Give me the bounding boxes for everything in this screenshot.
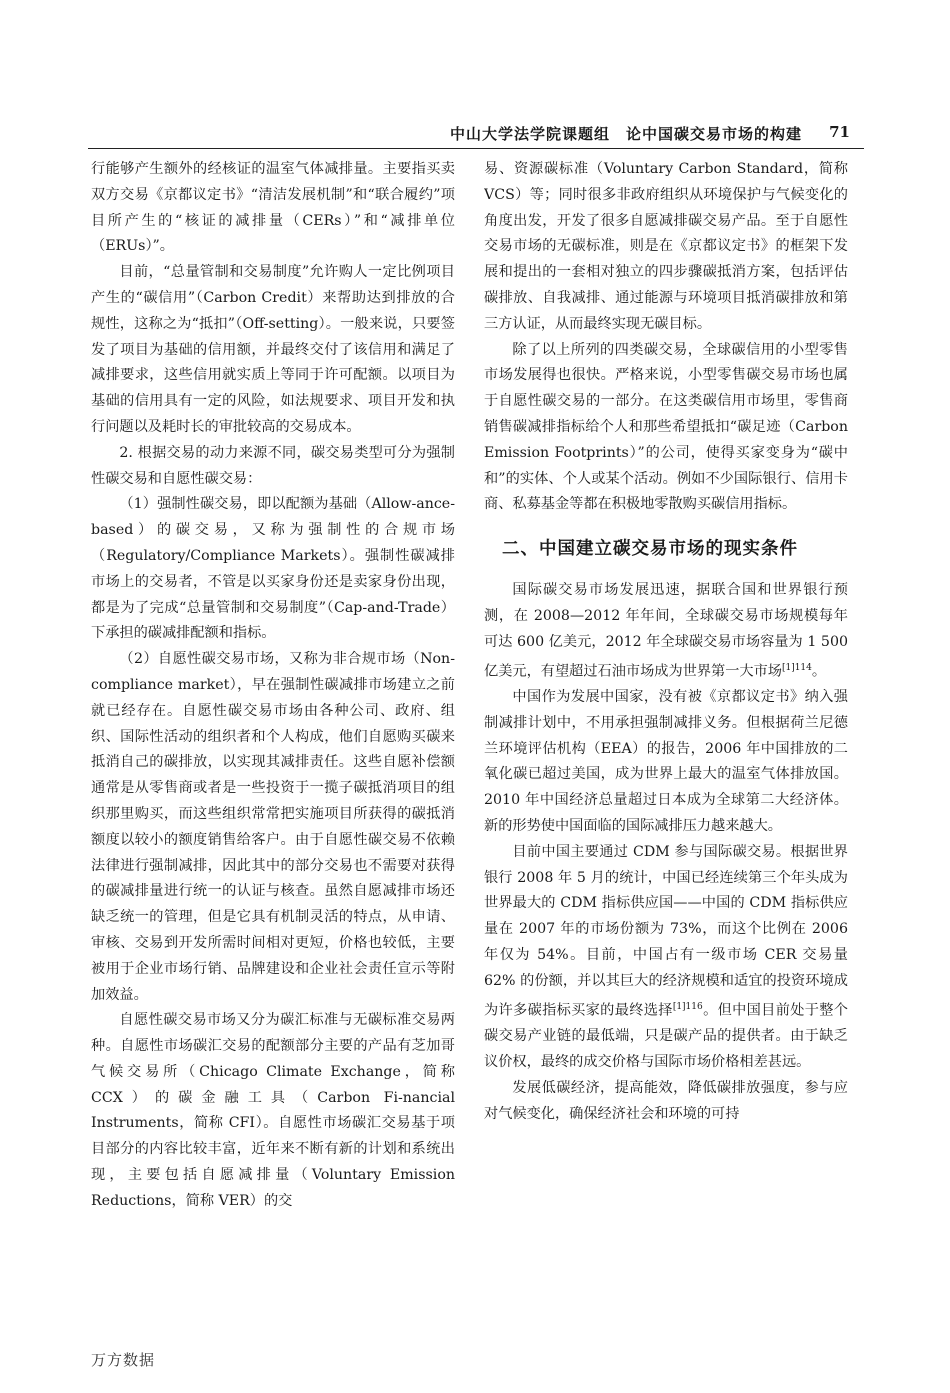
paragraph: 中国作为发展中国家，没有被《京都议定书》纳入强制减排计划中，不用承担强制减排义务。但根据荷兰尼德兰环境评估机构（EEA）的报告，2006 年中国排放的二氧化碳已超过美国，成为世界上最大的温室气体排放国。2010 年中国经济总量超过日本成为全球第二大经济体。新的形势使中国面临的国际减排压力越来越大。	[484, 689, 848, 835]
right-column	[484, 157, 848, 1297]
page-number: 71	[829, 123, 850, 141]
paragraph: （2）自愿性碳交易市场，又称为非合规市场（Non-compliance market），早在强制性碳减排市场建立之前就已经存在。自愿性碳交易市场由各种公司、政府、组织、国际性活动的组织者和个人构成，他们自愿购买碳来抵消自己的碳排放，以实现其减排责任。这些自愿补偿额通常是从零售商或者是一些投资于一揽子碳抵消项目的组织那里购买，而这些组织常常把实施项目所获得的碳抵消额度以较小的额度销售给客户。由于自愿性碳交易不依赖法律进行强制减排，因此其中的部分交易也不需要对获得的碳减排量进行统一的认证与核查。虽然自愿减排市场还缺乏统一的管理，但是它具有机制灵活的特点，从申请、审核、交易到开发所需时间相对更短，价格也较低，主要被用于企业市场行销、品牌建设和企业社会责任宣示等附加效益。	[91, 651, 455, 1003]
paragraph: 自愿性碳交易市场又分为碳汇标准与无碳标准交易两种。自愿性市场碳汇交易的配额部分主要的产品有芝加哥气候交易所（Chicago Climate Exchange，简称 CCX）的碳金融工具（Carbon Fi-nancial Instruments，简称 CFI）。自愿性市场碳汇交易基于项目部分的内容比较丰富，近年来不断有新的计划和系统出现，主要包括自愿减排量（Voluntary Emission Reductions，简称 VER）的交	[91, 1012, 455, 1209]
left-column	[91, 157, 455, 1297]
paragraph: 除了以上所列的四类碳交易，全球碳信用的小型零售市场发展得也很快。严格来说，小型零售碳交易市场也属于自愿性碳交易的一部分。在这类碳信用市场里，零售商销售碳减排指标给个人和那些希望抵扣“碳足迹（Carbon Emission Footprints）”的公司，使得买家变身为“碳中和”的实体、个人或某个活动。例如不少国际银行、信用卡商、私募基金等都在积极地零散购买碳信用指标。	[484, 341, 848, 513]
running-header-title: 中山大学法学院课题组 论中国碳交易市场的构建	[449, 125, 802, 143]
paragraph: 易、资源碳标准（Voluntary Carbon Standard，简称VCS）等；同时很多非政府组织从环境保护与气候变化的角度出发，开发了很多自愿减排碳交易产品。至于自愿性交易市场的无碳标准，则是在《京都议定书》的框架下发展和提出的一套相对独立的四步骤碳抵消方案，包括评估碳排放、自我减排、通过能源与环境项目抵消碳排放和第三方认证，从而最终实现无碳目标。	[484, 161, 848, 332]
paragraph: 2. 根据交易的动力来源不同，碳交易类型可分为强制性碳交易和自愿性碳交易：	[91, 444, 455, 487]
paragraph-text: 国际碳交易市场发展迅速，据联合国和世界银行预测，在 2008—2012 年年间，全球碳交易市场规模每年可达 600 亿美元，2012 年全球碳交易市场容量为 1 500 亿美元，有望超过石油市场成为世界第一大市场	[484, 582, 848, 680]
source-watermark: 万方数据	[91, 1351, 156, 1369]
running-header	[88, 118, 864, 149]
paragraph-text: 。	[811, 663, 827, 680]
paragraph: 发展低碳经济，提高能效，降低碳排放强度，参与应对气候变化，确保经济社会和环境的可持	[484, 1079, 848, 1122]
citation-ref: [1]116	[672, 1001, 703, 1012]
paragraph	[484, 578, 848, 685]
paragraph-text: 目前中国主要通过 CDM 参与国际碳交易。根据世界银行 2008 年 5 月的统计，中国已经连续第三个年头成为世界最大的 CDM 指标供应国——中国的 CDM 指标供应量在 2007 年的市场份额为 73%，而这个比例在 2006 年仅为 54%。目前，中国占有一级市场 CER 交易量 62% 的份额，并以其巨大的经济规模和适宜的投资环境成为许多碳指标买家的最终选择	[484, 843, 848, 1019]
section-heading: 二、中国建立碳交易市场的现实条件	[502, 539, 798, 560]
paragraph-text: 。但中国目前处于整个碳交易产业链的最低端，只是碳产品的提供者。由于缺乏议价权，最终的成交价格与国际市场价格相差甚远。	[484, 1002, 848, 1070]
paragraph: 目前，“总量管制和交易制度”允许购人一定比例项目产生的“碳信用”（Carbon Credit）来帮助达到排放的合规性，这称之为“抵扣”（Off-setting）。一般来说，只要签发了项目为基础的信用额，并最终交付了该信用和满足了减排要求，这些信用就实质上等同于许可配额。以项目为基础的信用具有一定的风险，如法规要求、项目开发和执行问题以及耗时长的审批较高的交易成本。	[91, 264, 455, 435]
paragraph	[484, 840, 848, 1076]
citation-ref: [1]114	[781, 662, 812, 673]
paragraph: （1）强制性碳交易，即以配额为基础（Allow-ance-based）的碳交易，又称为强制性的合规市场（Regulatory/Compliance Markets）。强制性碳减排市场上的交易者，不管是以买家身份还是卖家身份出现，都是为了完成“总量管制和交易制度”（Cap-and-Trade）下承担的碳减排配额和指标。	[91, 496, 455, 642]
paragraph: 行能够产生额外的经核证的温室气体减排量。主要指买卖双方交易《京都议定书》“清洁发展机制”和“联合履约”项目所产生的“核证的减排量（CERs）”和“减排单位（ERUs）”。	[91, 161, 455, 255]
